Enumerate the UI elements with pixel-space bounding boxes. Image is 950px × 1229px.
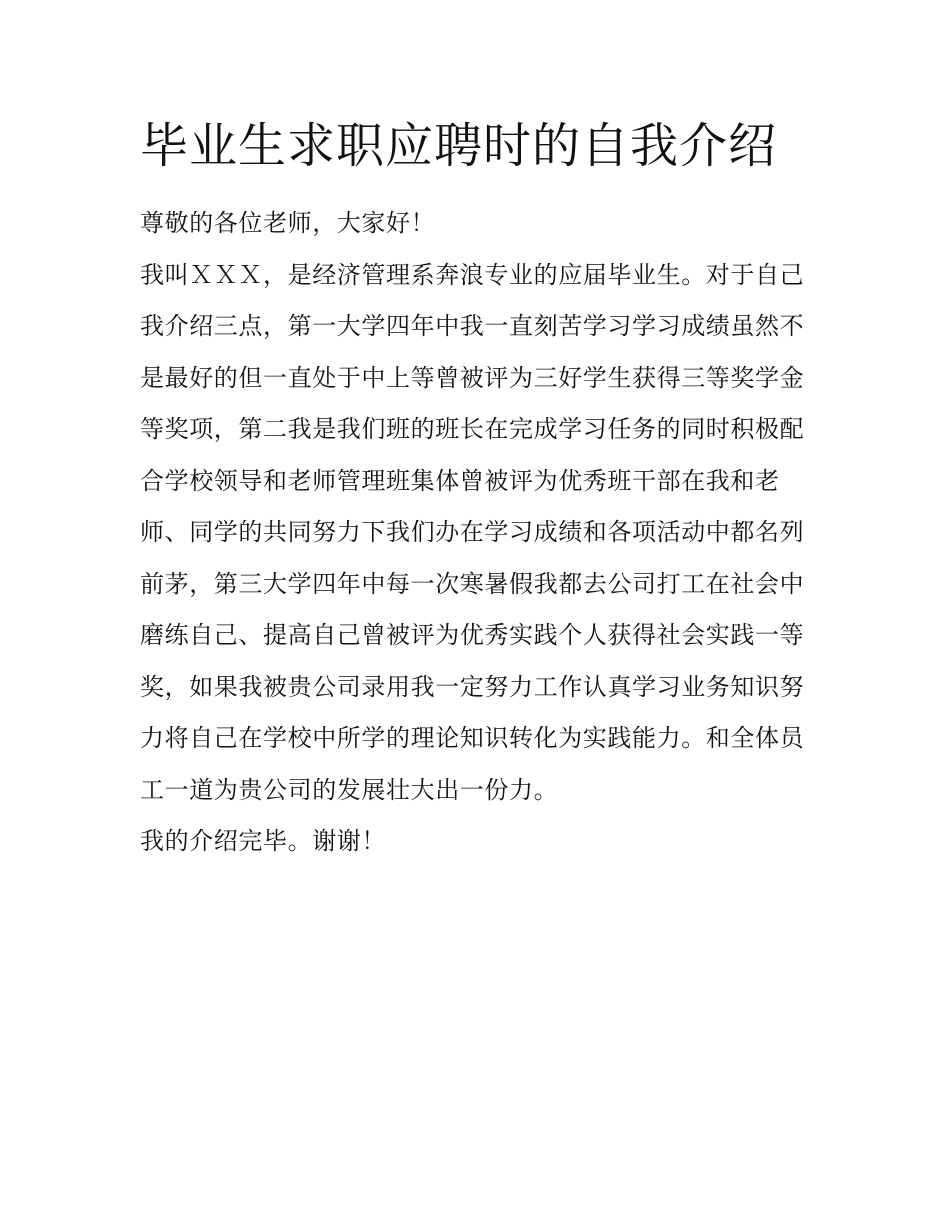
closing-line: 我的介绍完毕。谢谢！: [140, 827, 386, 855]
body-line: 奖，如果我被贵公司录用我一定努力工作认真学习业务知识努: [140, 672, 805, 701]
body-line: 磨练自己、提高自己曾被评为优秀实践个人获得社会实践一等: [140, 621, 805, 649]
body-line: 师、同学的共同努力下我们办在学习成绩和各项活动中都名列: [140, 518, 805, 546]
document-title: 毕业生求职应聘时的自我介绍: [140, 118, 778, 174]
body-line: 前茅，第三大学四年中每一次寒暑假我都去公司打工在社会中: [140, 569, 805, 598]
body-line: 工一道为贵公司的发展壮大出一份力。: [140, 775, 559, 804]
body-line: 力将自己在学校中所学的理论知识转化为实践能力。和全体员: [140, 724, 805, 752]
body-line: 我介绍三点，第一大学四年中我一直刻苦学习学习成绩虽然不: [140, 312, 805, 340]
body-line: 合学校领导和老师管理班集体曾被评为优秀班干部在我和老: [140, 466, 780, 495]
document-body: [140, 198, 815, 868]
body-line: 我叫ＸＸＸ，是经济管理系奔浪专业的应届毕业生。对于自己: [140, 260, 805, 289]
body-line: 是最好的但一直处于中上等曾被评为三好学生获得三等奖学金: [140, 363, 805, 392]
body-line: 等奖项，第二我是我们班的班长在完成学习任务的同时积极配: [140, 415, 805, 443]
greeting-line: 尊敬的各位老师，大家好！: [140, 209, 436, 237]
